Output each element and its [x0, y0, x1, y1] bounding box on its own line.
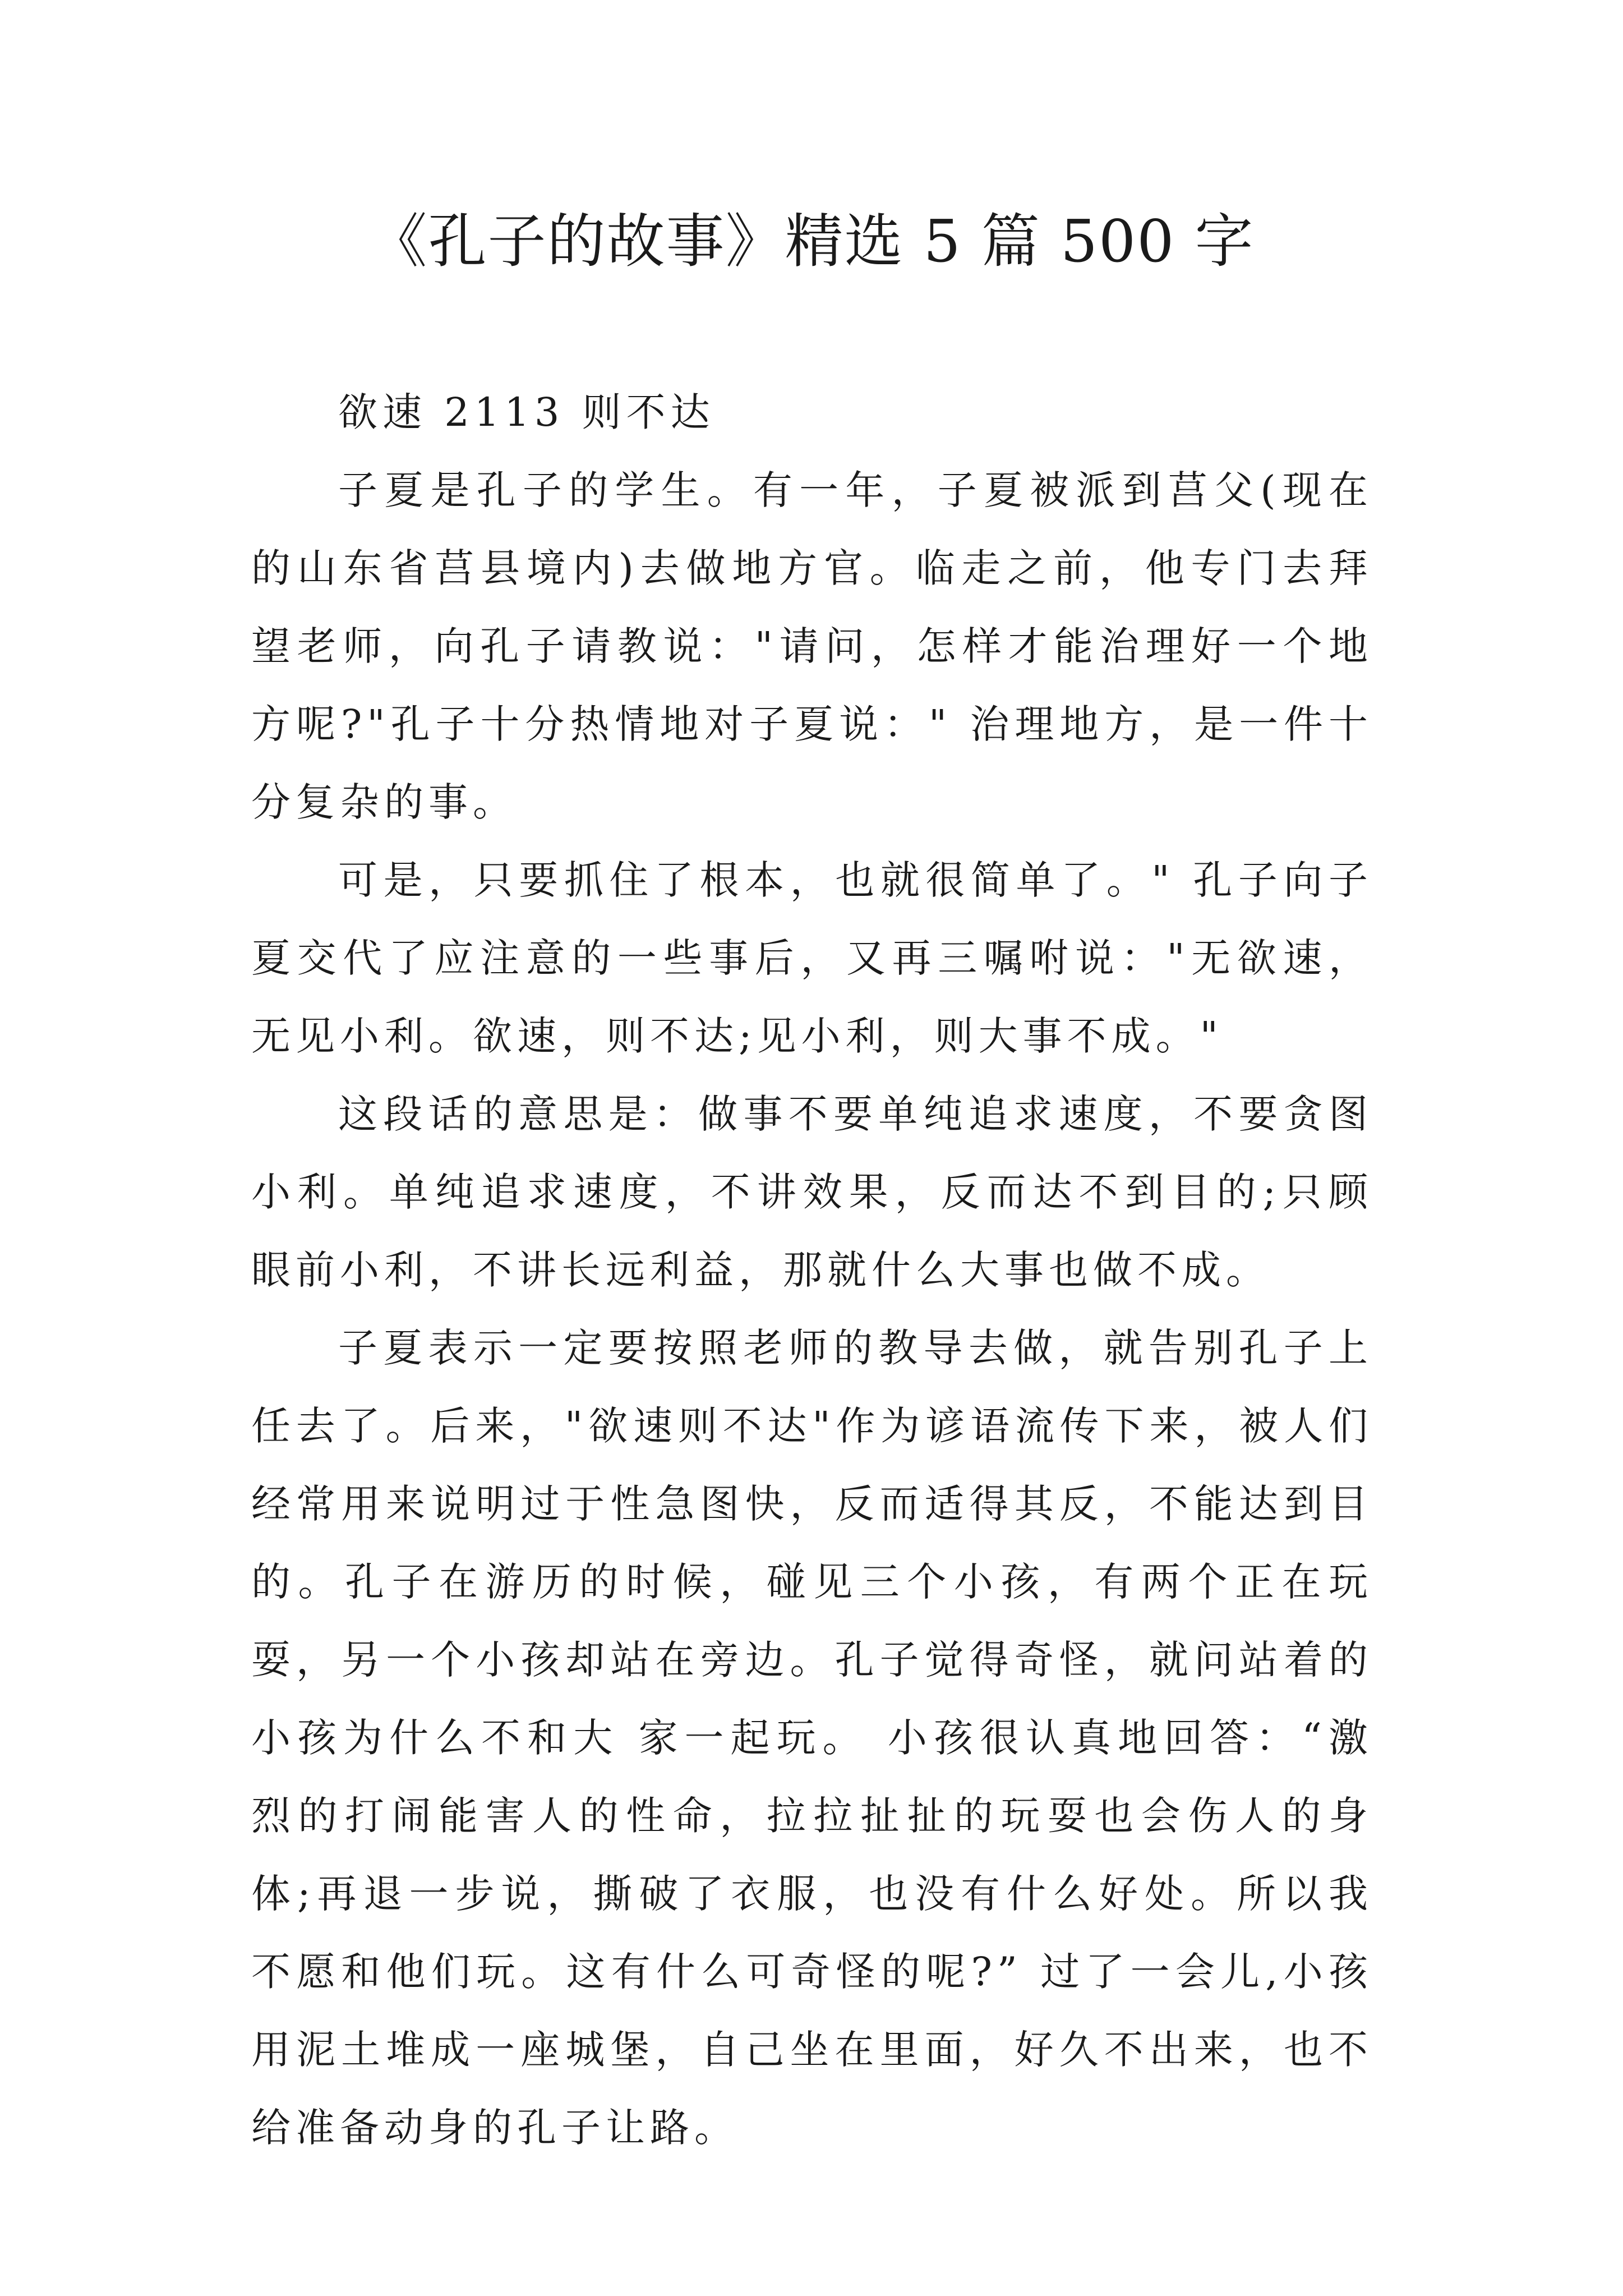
paragraph: 子夏表示一定要按照老师的教导去做，就告别孔子上任去了。后来，"欲速则不达"作为谚语流传下来，被人们经常用来说明过于性急图快，反而适得其反，不能达到目的。孔子在游历的时候，碰见三个小孩，有两个正在玩耍，另一个小孩却站在旁边。孔子觉得奇怪，就问站着的小孩为什么不和大 家一起玩。 小孩很认真地回答：“激烈的打闹能害人的性命，拉拉扯扯的玩耍也会伤人的身体;再退一步说，撕破了衣服，也没有什么好处。所以我不愿和他们玩。这有什么可奇怪的呢?” 过了一会儿,小孩用泥土堆成一座城堡，自己坐在里面，好久不出来，也不给准备动身的孔子让路。 [251, 1325, 1373, 2151]
paragraph-subheading: 欲速 2113 则不达 [338, 389, 715, 435]
document-title: 《孔子的故事》精选 5 篇 500 字 [368, 207, 1255, 275]
paragraph: 这段话的意思是：做事不要单纯追求速度，不要贪图小利。单纯追求速度，不讲效果，反而达不到目的;只顾眼前小利，不讲长远利益，那就什么大事也做不成。 [251, 1091, 1373, 1293]
paragraph: 子夏是孔子的学生。有一年，子夏被派到莒父(现在的山东省莒县境内)去做地方官。临走之前，他专门去拜望老师，向孔子请教说："请问，怎样才能治理好一个地方呢?"孔子十分热情地对子夏说：" 治理地方，是一件十分复杂的事。 [251, 467, 1373, 825]
paragraph: 可是，只要抓住了根本，也就很简单了。" 孔子向子夏交代了应注意的一些事后，又再三嘱咐说："无欲速，无见小利。欲速，则不达;见小利，则大事不成。" [251, 857, 1373, 1059]
document-body [251, 374, 1373, 2167]
